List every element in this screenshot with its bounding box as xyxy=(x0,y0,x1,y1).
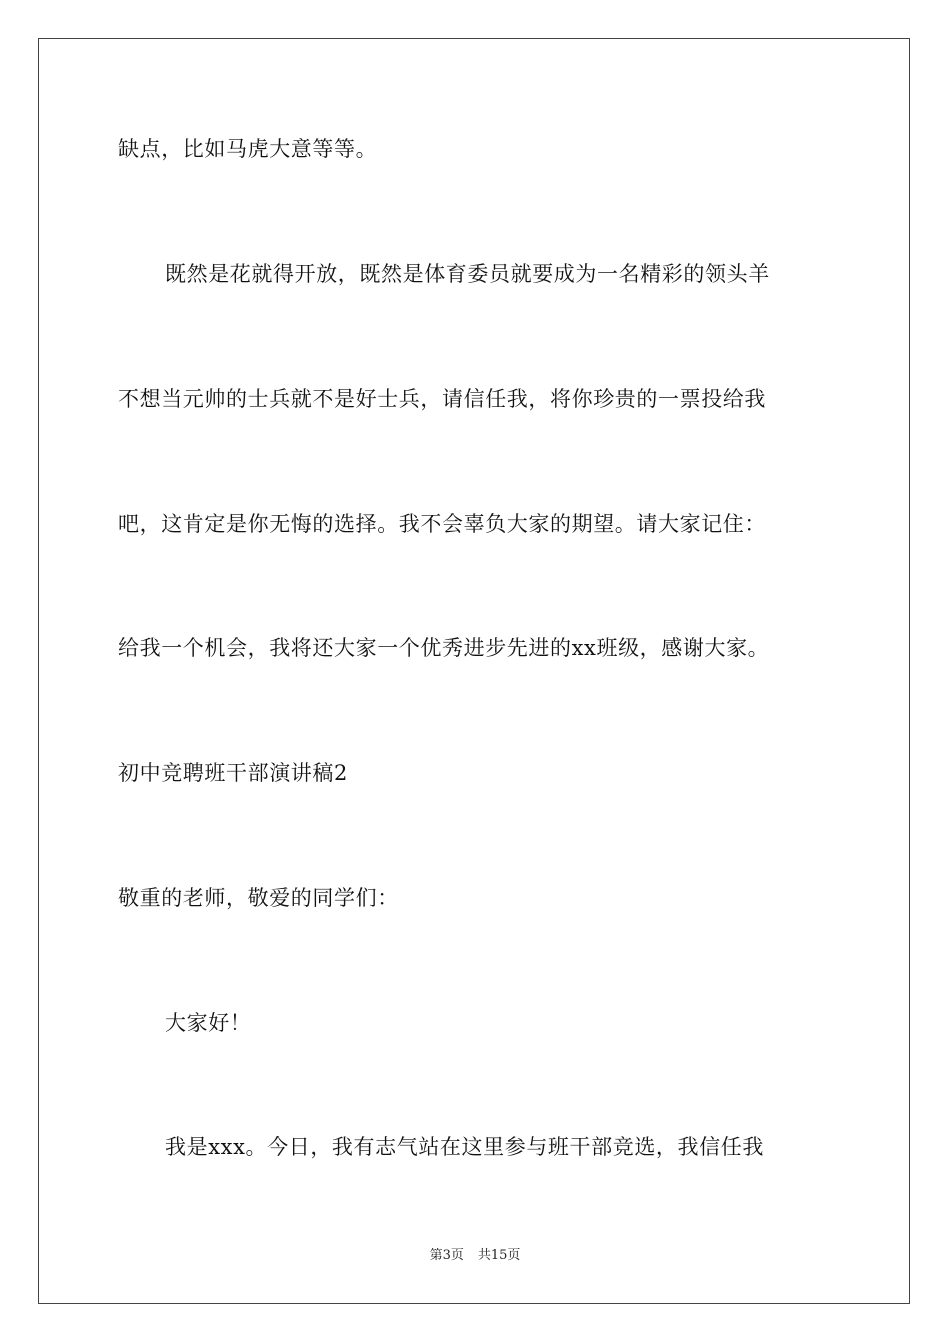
total-pages: 共15页 xyxy=(477,1248,521,1263)
text-line: 给我一个机会，我将还大家一个优秀进步先进的xx班级，感谢大家。 xyxy=(118,636,770,660)
page-footer xyxy=(0,1247,950,1265)
salutation-line: 敬重的老师，敬爱的同学们： xyxy=(118,886,399,910)
paragraph-text-line: 既然是花就得开放，既然是体育委员就要成为一名精彩的领头羊 xyxy=(165,262,770,286)
text-line: 缺点，比如马虎大意等等。 xyxy=(118,137,378,161)
page-border xyxy=(38,38,910,1304)
page-number: 第3页 xyxy=(429,1248,464,1263)
section-heading: 初中竞聘班干部演讲稿2 xyxy=(118,761,348,785)
text-line: 吧，这肯定是你无悔的选择。我不会辜负大家的期望。请大家记住： xyxy=(118,512,766,536)
paragraph-text-line: 我是xxx。今日，我有志气站在这里参与班干部竞选，我信任我 xyxy=(165,1135,764,1159)
text-line: 不想当元帅的士兵就不是好士兵，请信任我，将你珍贵的一票投给我 xyxy=(118,387,766,411)
greeting-line: 大家好！ xyxy=(165,1011,252,1035)
